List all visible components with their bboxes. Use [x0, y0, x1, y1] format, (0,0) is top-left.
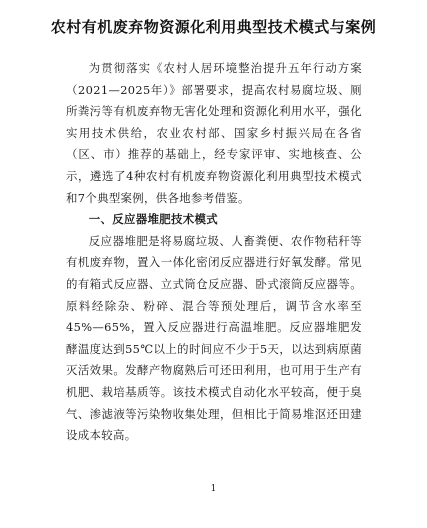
section-paragraph: 反应器堆肥是将易腐垃圾、人畜粪便、农作物秸秆等有机废弃物，置入一体化密闭反应器进行好氧发酵。常见的有箱式反应器、立式筒仓反应器、卧式滚筒反应器等。原料经除杂、粉碎、混合等预处理后，调节含水率至45%—65%，置入反应器进行高温堆肥。反应器堆肥发酵温度达到55℃以上的时间应不少于5天，以达到病原菌灭活效果。发酵产物腐熟后可还田利用，也可用于生产有机肥、栽培基质等。该技术模式自动化水平较高，便于臭气、渗滤液等污染物收集处理，但相比于简易堆沤还田建设成本较高。 [66, 233, 362, 443]
intro-paragraph: 为贯彻落实《农村人居环境整治提升五年行动方案（2021—2025年）》部署要求，提高农村易腐垃圾、厕所粪污等有机废弃物无害化处理和资源化利用水平，强化实用技术供给，农业农村部、国家乡村振兴局在各省（区、市）推荐的基础上，经专家评审、实地核查、公示，遴选了4种农村有机废弃物资源化利用典型技术模式和7个典型案例，供各地参考借鉴。 [66, 61, 362, 205]
document-title: 农村有机废弃物资源化利用典型技术模式与案例 [50, 18, 377, 36]
document-body [66, 58, 362, 447]
page-number: 1 [210, 484, 217, 494]
section-heading: 一、反应器堆肥技术模式 [88, 212, 218, 227]
